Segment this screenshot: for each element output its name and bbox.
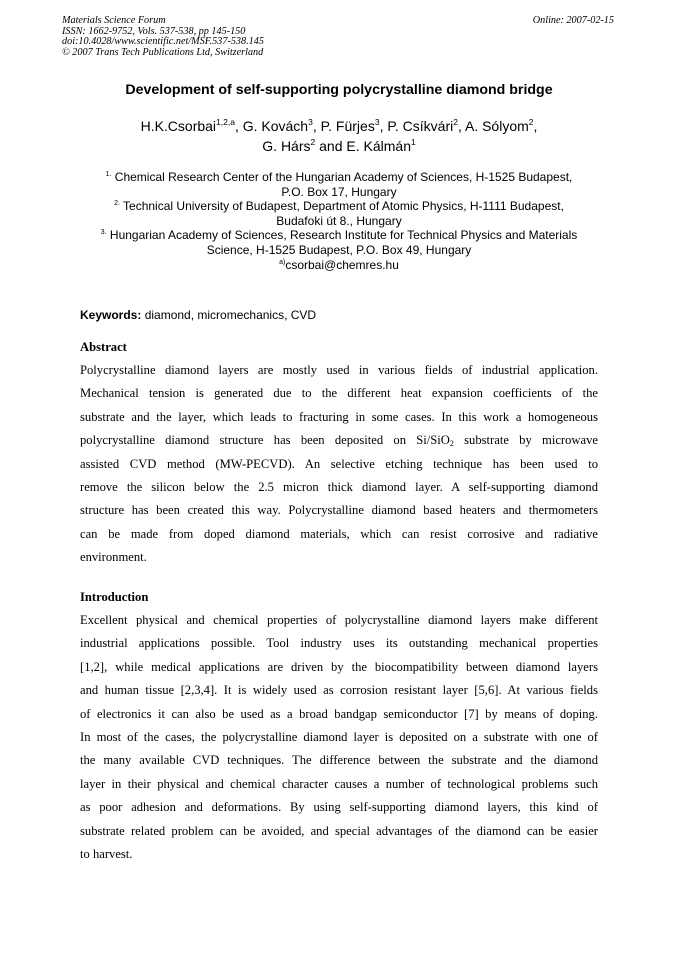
intro-line: and human tissue [2,3,4]. It is widely used as corrosion resistant layer [5,6]. At various fields xyxy=(80,683,598,698)
introduction-body xyxy=(80,609,598,866)
journal-name: Materials Science Forum xyxy=(62,15,166,26)
author-name: G. Hárs xyxy=(262,138,311,154)
abstract-body xyxy=(80,359,598,570)
email-address: csorbai@chemres.hu xyxy=(285,257,399,272)
author-name: , P. Csíkvári xyxy=(379,118,454,134)
affiliation-text: Chemical Research Center of the Hungarian Academy of Sciences, H-1525 Budapest, xyxy=(111,170,573,184)
author-line-1 xyxy=(60,116,618,136)
intro-line: industrial applications possible. Tool industry uses its outstanding mechanical properties xyxy=(80,636,598,651)
affiliation-text: Science, H-1525 Budapest, P.O. Box 49, Hungary xyxy=(206,242,472,257)
keywords-text: diamond, micromechanics, CVD xyxy=(141,308,317,322)
intro-line: substrate related problem can be avoided, and special advantages of the diamond can be easier xyxy=(80,823,598,838)
intro-line: Excellent physical and chemical properties of polycrystalline diamond layers make different xyxy=(80,613,598,627)
abstract-heading: Abstract xyxy=(80,340,127,354)
affiliation-list xyxy=(70,170,608,272)
affiliation-text: Budafoki út 8., Hungary xyxy=(276,213,402,228)
affiliation-text: P.O. Box 17, Hungary xyxy=(281,184,397,199)
abstract-line: can be made from doped diamond materials, which can resist corrosive and radiative xyxy=(80,526,598,541)
affiliation-text: Technical University of Budapest, Department of Atomic Physics, H-1111 Budapest, xyxy=(119,199,564,214)
abstract-text: substrate by microwave xyxy=(453,433,598,448)
introduction-heading: Introduction xyxy=(80,590,149,604)
intro-line: [1,2], while medical applications are driven by the biocompatibility between diamond layers xyxy=(80,659,598,674)
abstract-line: environment. xyxy=(80,550,147,565)
affiliation-number: 3. xyxy=(100,229,107,237)
author-affil-sup: 2 xyxy=(453,117,458,127)
author-affil-sup: 2 xyxy=(528,117,534,127)
intro-line: layer in their physical and chemical character causes a number of technological problems such xyxy=(80,776,598,791)
abstract-line: Polycrystalline diamond layers are mostly used in various fields of industrial application. xyxy=(80,363,598,377)
author-affil-sup: 1 xyxy=(410,137,416,147)
author-name: , A. Sólyom xyxy=(457,118,529,134)
affiliation-text: Hungarian Academy of Sciences, Research Institute for Technical Physics and Materials xyxy=(106,228,578,243)
intro-line: of electronics it can also be used as a broad bandgap semiconductor [7] by means of doping. xyxy=(80,706,598,721)
affiliation-number: 1. xyxy=(105,171,112,178)
keywords-line xyxy=(80,308,316,322)
affiliation-number: 2. xyxy=(114,200,120,208)
author-line-2 xyxy=(60,136,618,156)
intro-line: the many available CVD techniques. The difference between the substrate and the diamond xyxy=(80,753,598,768)
affiliation-2 xyxy=(70,199,608,228)
journal-header xyxy=(62,16,614,58)
subscript: 2 xyxy=(449,439,454,449)
author-affil-sup: 3 xyxy=(308,117,313,127)
abstract-text: polycrystalline diamond structure has been deposited on Si/SiO xyxy=(80,433,450,448)
author-list xyxy=(60,116,618,156)
author-separator: , xyxy=(533,118,538,134)
author-affil-sup: 3 xyxy=(374,117,380,127)
author-name: , P. Fürjes xyxy=(312,118,375,134)
abstract-line: Mechanical tension is generated due to the different heat expansion coefficients of the xyxy=(80,386,598,401)
author-name: , G. Kovách xyxy=(234,118,309,134)
abstract-line: assisted CVD method (MW-PECVD). An selective etching technique has been used to xyxy=(80,456,598,471)
affiliation-1 xyxy=(70,170,608,199)
author-name: and E. Kálmán xyxy=(315,138,411,154)
abstract-line: structure has been created this way. Polycrystalline diamond based heaters and thermometers xyxy=(80,503,598,518)
journal-copyright: © 2007 Trans Tech Publications Ltd, Switzerland xyxy=(62,46,264,58)
paper-title: Development of self-supporting polycrystalline diamond bridge xyxy=(125,82,553,98)
intro-line: to harvest. xyxy=(80,847,133,862)
author-affil-sup: 2 xyxy=(310,137,316,147)
online-date: Online: 2007-02-15 xyxy=(532,15,614,26)
email-marker: a) xyxy=(279,258,286,266)
author-affil-sup: 1,2,a xyxy=(216,117,235,127)
keywords-label: Keywords: xyxy=(80,308,142,322)
journal-issn: ISSN: 1662-9752, Vols. 537-538, pp 145-150 xyxy=(62,25,246,37)
author-name: H.K.Csorbai xyxy=(140,118,217,134)
abstract-line xyxy=(80,429,598,452)
intro-line: In most of the cases, the polycrystalline diamond layer is deposited on a substrate with one of xyxy=(80,730,598,745)
journal-doi: doi:10.4028/www.scientific.net/MSF.537-538.145 xyxy=(62,36,264,48)
affiliation-3 xyxy=(70,228,608,257)
corresponding-email xyxy=(70,258,608,273)
intro-line: as poor adhesion and deformations. By using self-supporting diamond layers, this kind of xyxy=(80,800,598,815)
abstract-line: remove the silicon below the 2.5 micron thick diamond layer. A self-supporting diamond xyxy=(80,480,598,495)
abstract-line: substrate and the layer, which leads to fracturing in some cases. In this work a homogeneous xyxy=(80,409,598,424)
